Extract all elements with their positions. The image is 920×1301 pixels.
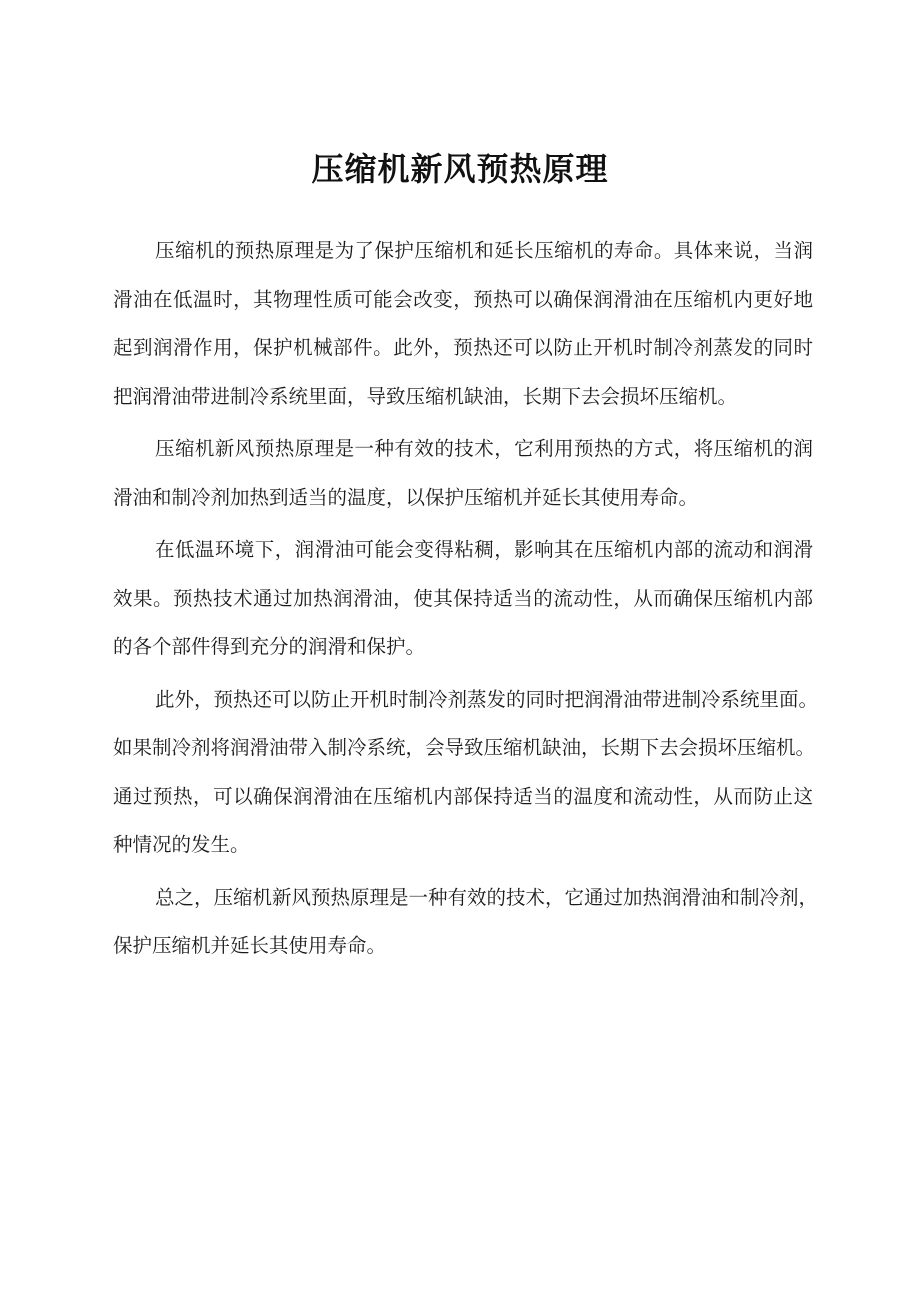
paragraph-line: 的各个部件得到充分的润滑和保护。 <box>113 635 426 658</box>
paragraph-5 <box>113 874 819 971</box>
paragraph-line: 效果。预热技术通过加热润滑油，使其保持适当的流动性，从而确保压缩机内部 <box>113 586 813 610</box>
paragraph-4 <box>113 676 819 870</box>
paragraph-1 <box>113 227 813 421</box>
paragraph-line: 如果制冷剂将润滑油带入制冷系统，会导致压缩机缺油，长期下去会损坏压缩机。 <box>113 736 816 759</box>
paragraph-line: 总之，压缩机新风预热原理是一种有效的技术，它通过加热润滑油和制冷剂， <box>155 885 819 909</box>
paragraph-line: 压缩机新风预热原理是一种有效的技术，它利用预热的方式，将压缩机的润 <box>155 437 813 460</box>
paragraph-line: 通过预热，可以确保润滑油在压缩机内部保持适当的温度和流动性，从而防止这 <box>113 784 813 808</box>
paragraph-line: 在低温环境下，润滑油可能会变得粘稠，影响其在压缩机内部的流动和润滑 <box>155 538 813 561</box>
paragraph-line: 滑油和制冷剂加热到适当的温度，以保护压缩机并延长其使用寿命。 <box>113 485 699 509</box>
paragraph-3 <box>113 526 813 672</box>
paragraph-line: 种情况的发生。 <box>113 833 250 856</box>
paragraph-line: 把润滑油带进制冷系统里面，导致压缩机缺油，长期下去会损坏压缩机。 <box>113 384 738 408</box>
paragraph-2 <box>113 425 813 522</box>
document-body <box>113 227 819 975</box>
paragraph-line: 压缩机的预热原理是为了保护压缩机和延长压缩机的寿命。具体来说，当润 <box>155 239 813 262</box>
document-title: 压缩机新风预热原理 <box>311 150 609 189</box>
paragraph-line: 起到润滑作用，保护机械部件。此外，预热还可以防止开机时制冷剂蒸发的同时 <box>113 336 813 359</box>
paragraph-line: 滑油在低温时，其物理性质可能会改变，预热可以确保润滑油在压缩机内更好地 <box>113 287 813 311</box>
paragraph-line: 保护压缩机并延长其使用寿命。 <box>113 934 387 957</box>
paragraph-line: 此外，预热还可以防止开机时制冷剂蒸发的同时把润滑油带进制冷系统里面。 <box>155 687 819 711</box>
